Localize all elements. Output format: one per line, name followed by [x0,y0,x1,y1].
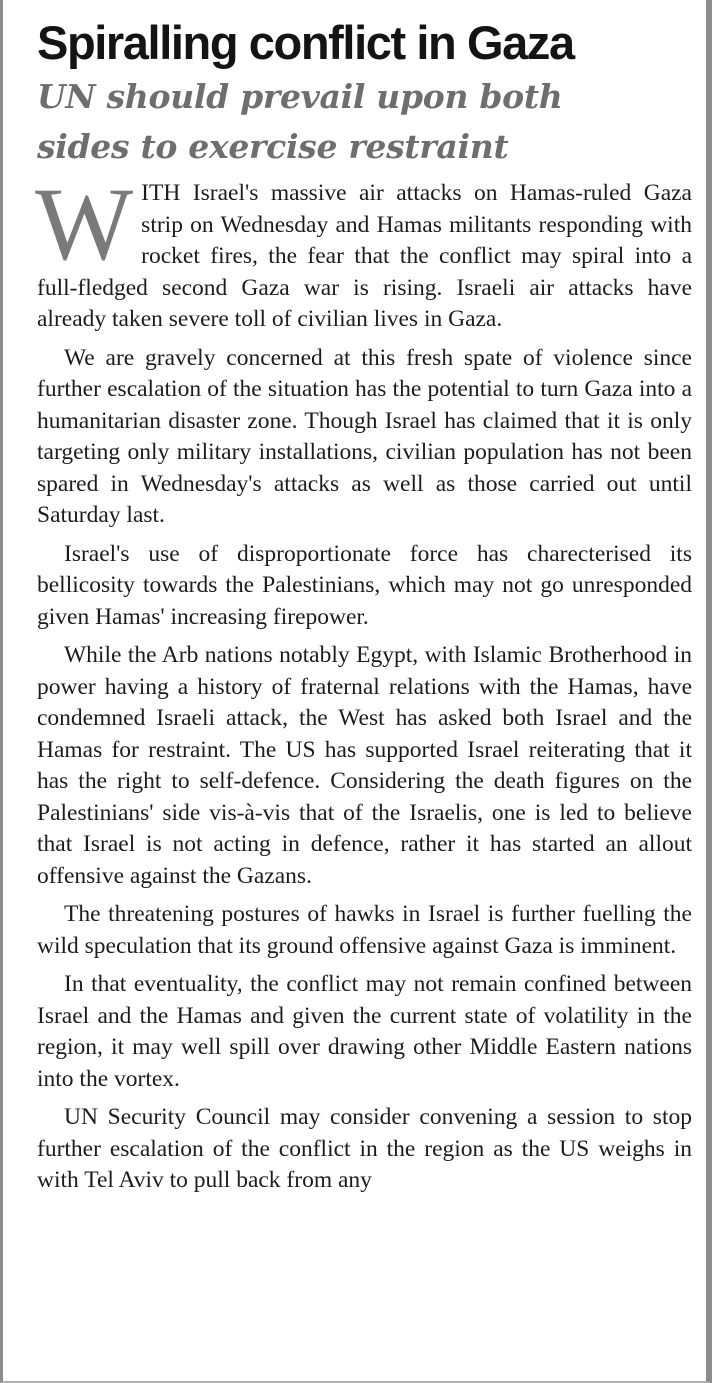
paragraph-2: We are gravely concerned at this fresh spate of violence since further escalation of the situation has the potential to turn Gaza into a humanitarian disaster zone. Though Israel has claimed that it is only targeting only military installations, civilian population has not been spared in Wednesday's attacks as well as those carried out until Saturday last. [37,344,692,528]
drop-cap: W [35,167,134,282]
paragraph-4: While the Arb nations notably Egypt, with Islamic Brotherhood in power having a history of fraternal relations with the Hamas, have condemned Israeli attack, the West has asked both Israel and the Hamas for restraint. The US has supported Israel reiterating that it has the right to self-defence. Considering the death figures on the Palestinians' side vis-à-vis that of the Israelis, one is led to believe that Israel is not acting in defence, rather it has started an allout offensive against the Gazans. [37,642,692,889]
subheadline-line-2: sides to exercise restraint [37,127,509,166]
editorial-article [37,14,692,1204]
paragraph-7: UN Security Council may consider convening a session to stop further escalation of the conflict in the region as the US weighs in with Tel Aviv to pull back from any [37,1104,692,1193]
paragraph-1 [35,167,692,336]
subheadline [37,72,692,172]
headline: Spiralling conflict in Gaza [37,16,574,69]
paragraph-3: Israel's use of disproportionate force has charecterised its bellicosity towards the Palestinians, which may not go unresponded given Hamas' increasing firepower. [37,540,692,630]
paragraph-1-text: ITH Israel's massive air attacks on Hamas-ruled Gaza strip on Wednesday and Hamas militants responding with rocket fires, the fear that the conflict may spiral into a full-fledged second Gaza war is rising. Israeli air attacks have already taken severe toll of civilian lives in Gaza. [37,180,692,332]
subheadline-line-1: UN should prevail upon both [37,77,563,116]
paragraph-6: In that eventuality, the conflict may not remain confined between Israel and the Hamas and given the current state of volatility in the region, it may well spill over drawing other Middle Eastern nations into the vortex. [37,971,692,1092]
article-body [35,167,692,1197]
paragraph-5: The threatening postures of hawks in Israel is further fuelling the wild speculation that its ground offensive against Gaza is imminent. [37,901,692,959]
